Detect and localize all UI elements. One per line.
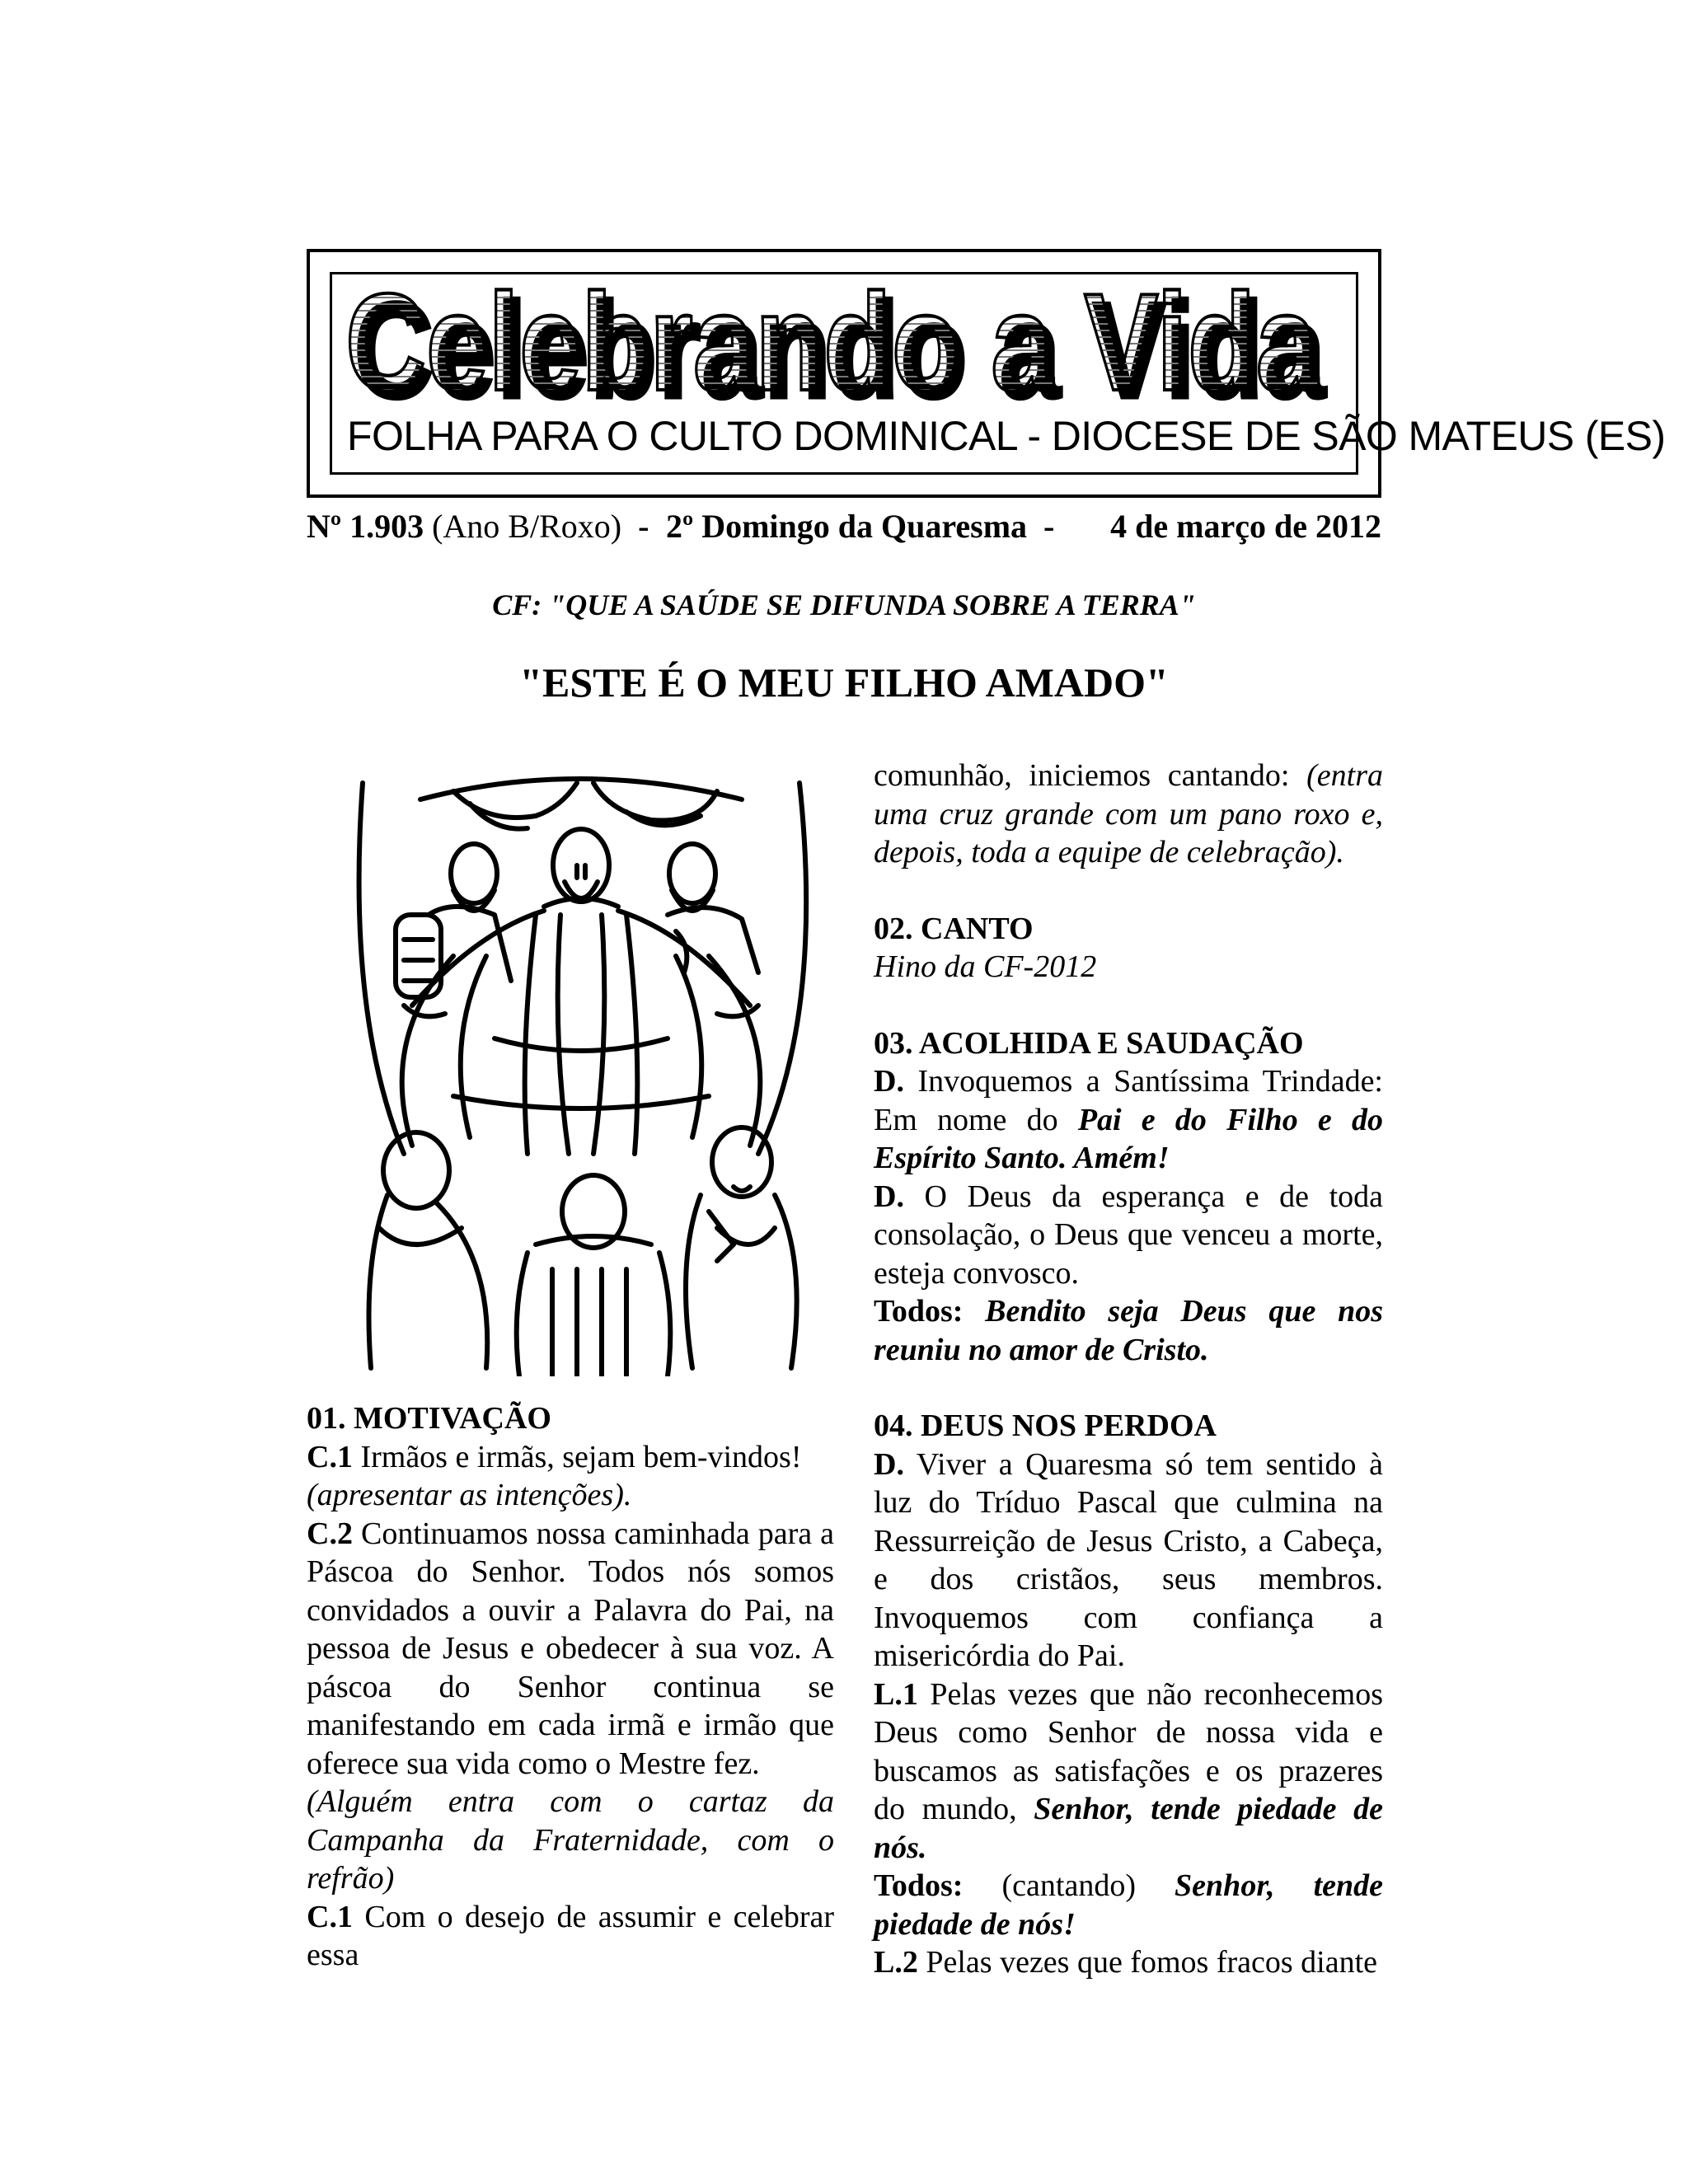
rubric-note: (Alguém entra com o cartaz da Campanha da Fraternidade, com o refrão) bbox=[307, 1784, 834, 1896]
section-heading: 02. CANTO bbox=[874, 911, 1034, 946]
paragraph bbox=[874, 1943, 1383, 1982]
speaker-label: D. bbox=[874, 1446, 904, 1482]
headline: "ESTE É O MEU FILHO AMADO" bbox=[519, 659, 1169, 705]
issue-line bbox=[307, 506, 1381, 547]
paragraph-text: Invoquemos a Santíssima Trindade: Em nome do bbox=[874, 1064, 1383, 1137]
paragraph bbox=[307, 1438, 834, 1477]
paragraph-text: Com o desejo de assumir e celebrar essa bbox=[307, 1899, 834, 1972]
issue-date: 4 de março de 2012 bbox=[1110, 508, 1381, 545]
paragraph bbox=[874, 1867, 1383, 1943]
paragraph bbox=[307, 1515, 834, 1783]
paragraph bbox=[874, 1446, 1383, 1675]
issue-year: (Ano B/Roxo) bbox=[432, 508, 622, 545]
paragraph bbox=[874, 757, 1383, 872]
speaker-label: D. bbox=[874, 1179, 904, 1214]
paragraph-text: comunhão, iniciemos cantando: bbox=[874, 758, 1307, 793]
masthead-title: Celebrando a Vida bbox=[345, 274, 1320, 411]
paragraph-text: Irmãos e irmãs, sejam bem-vindos! bbox=[352, 1439, 802, 1474]
paragraph-text: Continuamos nossa caminhada para a Páscoa do Senhor. Todos nós somos convidados a ouvir a Palavra do Pai, na pessoa de Jesus e obedecer à sua voz. A páscoa do Senhor continua se manifestando em cada irmã e irmão que oferece sua vida como o Mestre fez. bbox=[307, 1516, 834, 1781]
left-column bbox=[307, 1399, 834, 1975]
speaker-label: D. bbox=[874, 1064, 904, 1099]
paragraph bbox=[874, 1292, 1383, 1369]
issue-separator: - bbox=[1043, 508, 1055, 545]
section-heading: 01. MOTIVAÇÃO bbox=[307, 1401, 551, 1436]
issue-number: Nº 1.903 bbox=[307, 508, 424, 545]
masthead-logo bbox=[332, 274, 1356, 411]
speaker-label: L.1 bbox=[874, 1676, 918, 1712]
response-text: Senhor, tende piedade de nós! bbox=[874, 1868, 1383, 1942]
paragraph bbox=[874, 1178, 1383, 1293]
speaker-label: Todos: bbox=[874, 1868, 964, 1903]
speaker-label: Todos: bbox=[874, 1294, 964, 1329]
paragraph-text: (cantando) bbox=[963, 1868, 1175, 1903]
paragraph bbox=[874, 1062, 1383, 1178]
paragraph bbox=[874, 1675, 1383, 1868]
paragraph-text: O Deus da esperança e de toda consolação, o Deus que venceu a morte, esteja convosco. bbox=[874, 1179, 1383, 1291]
paragraph-text: Viver a Quaresma só tem sentido à luz do Tríduo Pascal que culmina na Ressurreição de Jesus Cristo, a Cabeça, e dos cristãos, seus membros. Invoquemos com confiança a misericórdia do Pai. bbox=[874, 1446, 1383, 1673]
paragraph-text: Pelas vezes que fomos fracos diante bbox=[917, 1945, 1378, 1980]
speaker-label: C.1 bbox=[307, 1899, 353, 1934]
issue-separator: - bbox=[638, 508, 649, 545]
hymn-name: Hino da CF-2012 bbox=[874, 949, 1097, 984]
rubric-note: (apresentar as intenções). bbox=[307, 1478, 632, 1512]
response-text: Pai e do Filho e do Espírito Santo. Amém! bbox=[874, 1102, 1383, 1175]
section-heading: 03. ACOLHIDA E SAUDAÇÃO bbox=[874, 1025, 1304, 1061]
cf-theme: CF: "QUE A SAÚDE SE DIFUNDA SOBRE A TERRA" bbox=[492, 588, 1196, 621]
response-text: Senhor, tende piedade de nós. bbox=[874, 1792, 1383, 1865]
response-text: Bendito seja Deus que nos reuniu no amor de Cristo. bbox=[874, 1294, 1383, 1367]
masthead-subtitle: FOLHA PARA O CULTO DOMINICAL - DIOCESE DE SÃO MATEUS (ES) bbox=[347, 413, 1666, 459]
masthead-inner-frame bbox=[330, 272, 1666, 475]
issue-sunday: 2º Domingo da Quaresma bbox=[666, 508, 1028, 545]
masthead bbox=[307, 249, 1666, 498]
paragraph bbox=[307, 1898, 834, 1975]
masthead-title-shadow: Celebrando a Vida bbox=[354, 274, 1328, 411]
right-column bbox=[874, 757, 1383, 1982]
transfiguration-illustration bbox=[330, 766, 832, 1376]
speaker-label: C.2 bbox=[307, 1516, 353, 1551]
rubric-note: (entra uma cruz grande com um pano roxo e, depois, toda a equipe de celebração). bbox=[874, 758, 1383, 869]
section-heading: 04. DEUS NOS PERDOA bbox=[874, 1408, 1217, 1443]
paragraph-text: Pelas vezes que não reconhecemos Deus como Senhor de nossa vida e buscamos as satisfações e os prazeres do mundo, bbox=[874, 1676, 1383, 1826]
speaker-label: C.1 bbox=[307, 1439, 353, 1474]
speaker-label: L.2 bbox=[874, 1945, 918, 1980]
